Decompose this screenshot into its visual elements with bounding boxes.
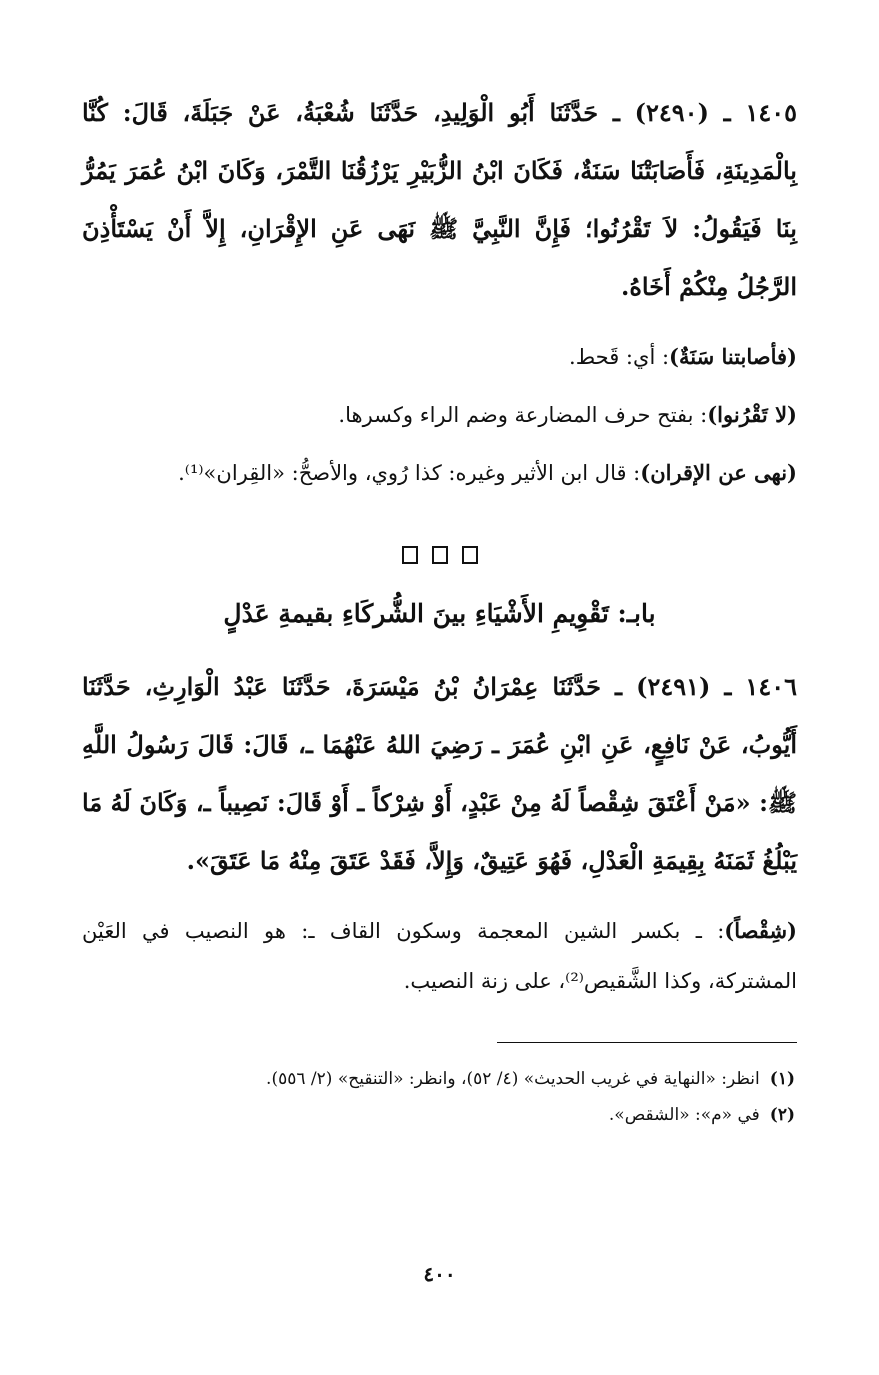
explained-term: (نهى عن الإقران) bbox=[640, 460, 797, 485]
footnote-number: (٢) bbox=[769, 1105, 795, 1125]
section-separator bbox=[82, 546, 797, 564]
footnote bbox=[82, 1097, 797, 1133]
footnote-text: في «م»: «الشقص». bbox=[608, 1105, 760, 1125]
hadith-1405: ١٤٠٥ ـ (٢٤٩٠) ـ حَدَّثَنَا أَبُو الْوَلِيدِ، حَدَّثَنَا شُعْبَةُ، عَنْ جَبَلَةَ، قَالَ: كُنَّا بِالْمَدِينَةِ، فَأَصَابَتْنَا سَنَةٌ، فَكَانَ ابْنُ الزُّبَيْرِ يَرْزُقُنَا التَّمْرَ، وَكَانَ ابْنُ عُمَرَ يَمُرُّ بِنَا فَيَقُولُ: لاَ تَقْرُنُوا؛ فَإِنَّ النَّبِيَّ ﷺ نَهَى عَنِ الإِقْرَانِ، إِلاَّ أَنْ يَسْتَأْذِنَ الرَّجُلُ مِنْكُمْ أَخَاهُ. bbox=[82, 98, 797, 301]
explanation-note bbox=[82, 332, 797, 382]
footnote-number: (١) bbox=[769, 1069, 795, 1089]
explained-term: (شِقْصاً) bbox=[724, 918, 797, 943]
explained-term: (فأصابتنا سَنَةٌ) bbox=[669, 344, 797, 369]
hadith-1406: ١٤٠٦ ـ (٢٤٩١) ـ حَدَّثَنَا عِمْرَانُ بْنُ مَيْسَرَةَ، حَدَّثَنَا عَبْدُ الْوَارِثِ، حَدَّثَنَا أَيُّوبُ، عَنْ نَافِعٍ، عَنِ ابْنِ عُمَرَ ـ رَضِيَ اللهُ عَنْهُمَا ـ، قَالَ: قَالَ رَسُولُ اللَّهِ ﷺ: «مَنْ أَعْتَقَ شِقْصاً لَهُ مِنْ عَبْدٍ، أَوْ شِرْكاً ـ أَوْ قَالَ: نَصِيباً ـ، وَكَانَ لَهُ مَا يَبْلُغُ ثَمَنَهُ بِقِيمَةِ الْعَدْلِ، فَهُوَ عَتِيقٌ، وَإِلاَّ، فَقَدْ عَتَقَ مِنْهُ مَا عَتَقَ». bbox=[82, 672, 797, 875]
page-number: ٤٠٠ bbox=[423, 1262, 456, 1286]
explanation-note bbox=[82, 448, 797, 498]
explanation-text: : ـ بكسر الشين المعجمة وسكون القاف ـ: هو النصيب في العَيْن المشتركة، وكذا الشَّقيص⁽²⁾، على زنة النصيب. bbox=[82, 919, 797, 993]
explained-term: (لا تَقْرُنوا) bbox=[707, 402, 797, 427]
footnote-text: انظر: «النهاية في غريب الحديث» (٤/ ٥٢)، وانظر: «التنقيح» (٢/ ٥٥٦). bbox=[266, 1069, 760, 1089]
explanation-note bbox=[82, 390, 797, 440]
explanation-text: : قال ابن الأثير وغيره: كذا رُوي، والأصحُّ: «القِران»⁽¹⁾. bbox=[178, 461, 641, 485]
explanation-note bbox=[82, 906, 797, 1006]
footnote bbox=[82, 1061, 797, 1097]
square-ornament-icon bbox=[432, 546, 448, 564]
square-ornament-icon bbox=[402, 546, 418, 564]
explanation-text: : أي: قَحط. bbox=[569, 345, 670, 369]
square-ornament-icon bbox=[462, 546, 478, 564]
footnote-divider bbox=[497, 1042, 797, 1043]
chapter-title: بابـ: تَقْوِيمِ الأَشْيَاءِ بينَ الشُّركَاءِ بقيمةِ عَدْلٍ bbox=[223, 599, 656, 628]
explanation-text: : بفتح حرف المضارعة وضم الراء وكسرها. bbox=[338, 403, 708, 427]
